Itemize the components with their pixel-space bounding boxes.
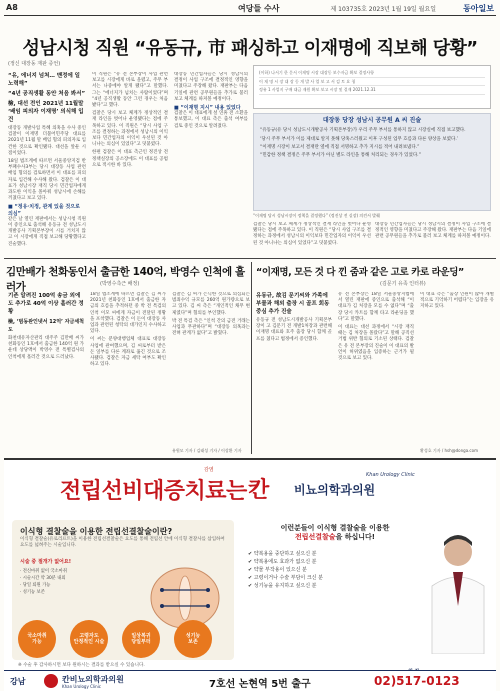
story-b-column-1 [8, 292, 84, 452]
candidate-panel [240, 520, 492, 660]
article-subhead: ■ “정유·치정, 관계 있을 것으로 의심” [8, 204, 80, 217]
testimony-quote: “이재명 시장이 보고서 결재란 옆에 직접 서명하고 추가 지시를 적어 내려보냈다.” [260, 144, 420, 150]
feature-circle: 성기능 보존 [174, 620, 212, 658]
article-paragraph: 유 전 본부장은 18일 서울중앙지법에서 열린 재판에 증인으로 출석해 “이 대표가 김 처장을 모를 수 없다”며 “출장 당시 카트를 함께 타고 라운딩을 했다”고 말했다. [338, 292, 414, 322]
candidate-heading-line3: 을 하십니다! [335, 533, 376, 541]
clinic-logo-icon [44, 674, 58, 688]
article-paragraph: 대장동 민간업자들은 당시 성남시의 결정이 사업 구조에 결정적인 영향을 미쳤다고 주장해 왔다. 재판부는 다음 기일에 관련 공무원들을 추가로 불러 보고 체계를 따져볼 예정이다. [174, 72, 248, 102]
benefit-item: · 성기능 보존 [20, 590, 45, 595]
page-header [4, 0, 496, 16]
article-paragraph: 이 대표 측은 “출장 인원이 많아 개별적으로 기억하기 어렵다”는 입장을 유지하고 있다. [420, 292, 494, 310]
story-c-column-3 [420, 292, 494, 444]
document-excerpt [253, 65, 491, 109]
article-paragraph: 검찰은 당시 보고 체계가 정상적인 결재 라인을 벗어나 운영됐다는 점에 주목하고 있다. 이 직원은 “당시 사업 구조를 결정하는 과정에서 성남시의 이익보다 민간업자의 이익이 우선된 것 아니냐는 의심이 있었다”고 덧붙였다. [253, 222, 371, 246]
article-paragraph: 화천대유자산관리 대주주 김만배 씨가 천화동인 1호에서 출금한 140억 원 가운데 상당액이 박영수 전 특별검사의 인척에게 흘러간 것으로 드러났다. [8, 336, 84, 360]
story-b-headline: 김만배가 천화동인서 출금한 140억, 박영수 인척에 흘러가 [6, 266, 245, 293]
benefit-item: · 당일 퇴원 가능 [20, 583, 51, 588]
section-title: 여당들 수사 [238, 4, 280, 13]
story-c-lead: 유동규, 故김 문기씨와 가족에 부물과 해외 출장 시 골프 회동 중심 추가 진술 [256, 293, 330, 315]
feature-circle: 국소마취 가능 [18, 620, 56, 658]
testimony-quote: “유동규(유 당시 성남도시개발공사 기획본부장)가 우리 주무 부서를 통하지 않고 시장실에 직접 보고했다. [260, 128, 466, 134]
story-c-byline: (김문기 유족 인터뷰) [380, 281, 426, 287]
story-c-headline: “이재명, 모든 것 다 낀 줌과 같은 고로 카로 라운딩” [256, 267, 464, 278]
ad-brand-name: 비뇨의학과의원 [294, 483, 376, 497]
page-number: A8 [6, 3, 18, 12]
article-paragraph: 박 전 특검 측은 “인척 간의 금전 거래는 사업과 무관하다”며 “대장동 의혹과는 전혀 관계가 없다”고 밝혔다. [172, 318, 250, 337]
article-paragraph: 이 씨는 분양대행업체 대표로 대장동 사업에 관여했으며, 김 씨로부터 받은 돈 일부를 다른 계좌로 옮긴 것으로 조사됐다. 검찰은 자금 세탁 여부도 확인하고 있다. [90, 337, 166, 368]
article-paragraph: 유동규 전 성남도시개발공사 기획본부장이 고 김문기 전 개발1처장과 관련해 이재명 대표와 호주 출장 당시 함께 골프를 쳤다고 법정에서 증언했다. [256, 318, 332, 342]
article-paragraph: 18일 법조계에 따르면 검찰은 김 씨가 2021년 천화동인 1호에서 출금한 자금의 흐름을 추적하던 중 박 전 특검의 인척 이모 씨에게 자금이 전달된 정황을 포착했다. 검찰은 이 돈이 대장동 사업과 관련된 청탁의 대가인지 수사하고 있다. [90, 292, 166, 335]
procedure-highlight: 시술 중 절개가 없어요! [20, 559, 71, 565]
article-paragraph: 18일 법조계에 따르면 서울중앙지검 반부패수사3부는 당시 대장동 사업 관련 배임 혐의를 검토하면서 이 대표를 피의자로 입건해 수사해 왔다. 검찰은 이 대표가 성남시장 재직 당시 민간업자에게 과도한 이익을 몰아줘 성남시에 손해를 끼쳤다고 보고 있다. [8, 159, 86, 202]
box-caption: “이재명 당시 성남시장이 정책을 결정했다” (정진상 전 실장) 의견서 발췌 [253, 213, 380, 218]
candidate-heading [240, 524, 430, 542]
lead-line-3: 檢, 대선 전인 2021년 11월말 ‘배임 피의자 이재명’ 의식해 입건 [8, 101, 84, 123]
candidate-item: ✔ 성기능을 유지하고 싶으신 분 [248, 583, 317, 589]
clinic-advertisement [4, 458, 496, 691]
doctor-photo [426, 526, 490, 654]
candidate-item: ✔ 약복용에도 효과가 없으신 분 [248, 559, 317, 565]
article-paragraph: 검찰은 당시 보고 체계가 정상적인 결재 라인을 벗어나 운영됐다는 점에 주목하고 있다. 이 직원은 “당시 사업 구조를 결정하는 과정에서 성남시의 이익보다 민간업자의 이익이 우선된 것 아니냐는 의심이 있었다”고 덧붙였다. [92, 111, 168, 148]
story-b-column-3 [172, 292, 250, 444]
clinic-contact-bar [4, 670, 496, 691]
article-paragraph: 검찰은 김 씨가 은닉한 것으로 의심되는 범죄수익 규모를 260억 원가량으로 보고 있다. 김 씨 측은 “개인적인 채무 변제였다”며 혐의를 부인했다. [172, 292, 250, 316]
candidate-heading-line1: 이런분들이 이식형 결찰술을 이용한 [280, 524, 390, 532]
top-headline: 성남시청 직원 “유동규, 市 패싱하고 이재명에 직보해 당황” [22, 38, 478, 59]
clinic-name-english: Khan Urology Clinic [62, 684, 101, 689]
story-c-column-1 [256, 292, 332, 452]
section-divider [4, 258, 496, 259]
lead-line-1: “유, 에너지 넘쳐… 맨정에 일 노력해” [8, 73, 80, 87]
clinic-location: 7호선 논현역 5번 출구 [209, 679, 311, 690]
story-c-column-2 [338, 292, 414, 452]
ad-banner [4, 460, 496, 518]
testimony-quote: ‘당시 주무 부서가 이를 제대로 알지 못해 당혹스러웠고 이후 구성된 업무 흐름과 다른 양상을 보였다.’ [260, 136, 459, 142]
story-c-credit: 황성호 기자 / hsh@donga.com [420, 448, 478, 453]
document-line: 이 재 명 시 장 대 장 동 개 발 사 업 보 고 서 검 토 요 청 [259, 78, 485, 87]
feature-circle: 고령자도 안정적인 시술 [70, 620, 108, 658]
story-b-column-2 [90, 292, 166, 452]
top-byline: (정신 대장동 재판 증언) [8, 61, 61, 67]
ad-tag: 감염 [204, 467, 214, 473]
ad-brand-english: Khan Urology Clinic [366, 472, 415, 478]
article-paragraph: 이 대표는 대선 과정에서 “시장 재직 때는 김 처장을 몰랐다”고 말해 공직선거법 위반 혐의로 기소된 상태다. 검찰은 유 전 본부장의 진술이 이 대표의 발언이 허위였음을 입증하는 근거가 될 것으로 보고 있다. [338, 325, 414, 362]
story-b-credit: 유원모 기자 / 김태성 기자 / 이상환 기자 [172, 448, 242, 453]
document-line: 정유 1 사업지 구매 대금 재원 확보 보고 시장 및 결재 2021.12.31 [259, 86, 485, 95]
clinic-region: 강남 [10, 677, 26, 686]
story-b-sub: 檢, ‘범동완인넷서 12억’ 자금세척도 [8, 319, 84, 333]
procedure-description: 이식형 결찰술(유로리프트)을 이용한 전립선결찰술은 요도를 통해 전립선 안에 이식형 결찰사를 삽입하여 요도를 넓혀주는 시술입니다. [20, 537, 225, 548]
ad-title-brand-char: 칸 [248, 478, 270, 503]
article-paragraph: 검찰은 이 대표에게 설 연휴 전 소환을 통보했고, 이 대표 측은 출석 여부를 검토 중인 것으로 알려졌다. [174, 111, 248, 129]
procedure-heading: 이식형 결찰술을 이용한 전립선결찰술이란? [20, 527, 173, 536]
feature-circle: 일상복귀 당일부터 [122, 620, 160, 658]
ad-footnote: ※ 수술 후 감사하시면 보다 원하시는 결과를 받으실 수 있습니다. [18, 663, 145, 668]
clinic-name: 칸비뇨의학과의원 [62, 675, 124, 684]
article-subhead: ■ “이재명 지시” 내용 있었다 [174, 105, 241, 112]
testimony-box [253, 113, 491, 211]
story-b-byline: (박영수측근 배정) [100, 281, 140, 287]
column-divider [251, 262, 252, 454]
lead-line-2: “4년 공직생활 동안 처음 봐서” [8, 91, 86, 97]
benefit-item: · 시술시간 약 30분 내외 [20, 576, 66, 581]
testimony-quote: “민감한 정책 결정은 주무 부서가 아닌 별도 라인을 통해 처리되는 경우가 있었다.” [260, 153, 421, 159]
candidate-heading-highlight: 전립선결찰술 [294, 533, 336, 541]
clinic-phone: 02)517-0123 [374, 674, 460, 688]
candidate-item: ✔ 약복용을 중단하고 싶으신 분 [248, 551, 317, 557]
document-line: (이하) 나서기 한 문서 이재명 시장 대장동 보수자금 확보 결정사항 [259, 69, 485, 78]
feature-circles [18, 620, 228, 660]
article-paragraph: 대장동 민간업자들은 당시 성남시의 결정이 사업 구조에 결정적인 영향을 미쳤다고 주장해 왔다. 재판부는 다음 기일에 관련 공무원들을 추가로 불러 보고 체계를 따져볼 예정이다. [375, 222, 491, 240]
candidate-list [248, 550, 428, 590]
story-b-lead: 기존 알려진 100억 송금 외에도 추가로 40억 이상 흘러간 정황 [8, 293, 84, 315]
benefit-item: · 전신마취 없이 국소마취 [20, 569, 67, 574]
candidate-item: ✔ 고령이거나 수술 부담이 크신 분 [248, 575, 323, 581]
article-paragraph: 이 직원은 “유 전 본부장이 사업 관련 보고를 시장에게 바로 올렸고, 주무 부서는 나중에야 알게 됐다”고 말했다. 그는 “에너지가 넘치는 사람이었다”며 “4년 공직생활 동안 그런 경우는 처음 봤다”고 했다. [92, 72, 168, 109]
article-paragraph: 한편 검찰은 이 대표 측근인 정진상 전 정책실장의 공소장에도 이 대표를 공범으로 적시한 바 있다. [92, 150, 168, 168]
procedure-benefits [20, 568, 140, 596]
candidate-item: ✔ 약물 부작용이 있으신 분 [248, 567, 307, 573]
article-paragraph: 같은 날 열린 재판에서는 성남시청 직원이 증인으로 출석해 유동규 전 성남도시개발공사 기획본부장이 시를 거치지 않고 이 시장에게 직접 보고해 당황했다고 진술했다. [8, 216, 86, 247]
ad-title: 전립선비대증치료는 [60, 479, 247, 504]
article-paragraph: 대장동 개발사업 특혜 의혹을 수사 중인 검찰이 이재명 더불어민주당 대표를 2021년 11월 말 배임 혐의 피의자로 입건한 것으로 확인됐다. 대선을 앞둔 시점이었다. [8, 126, 86, 156]
testimony-title: 대장동 당장 성남시 공무원 A 씨 진술 [322, 117, 422, 124]
newspaper-logo: 동아일보 [463, 4, 494, 13]
issue-date: 제 103735호 2023년 1월 19일 월요일 [330, 6, 436, 13]
